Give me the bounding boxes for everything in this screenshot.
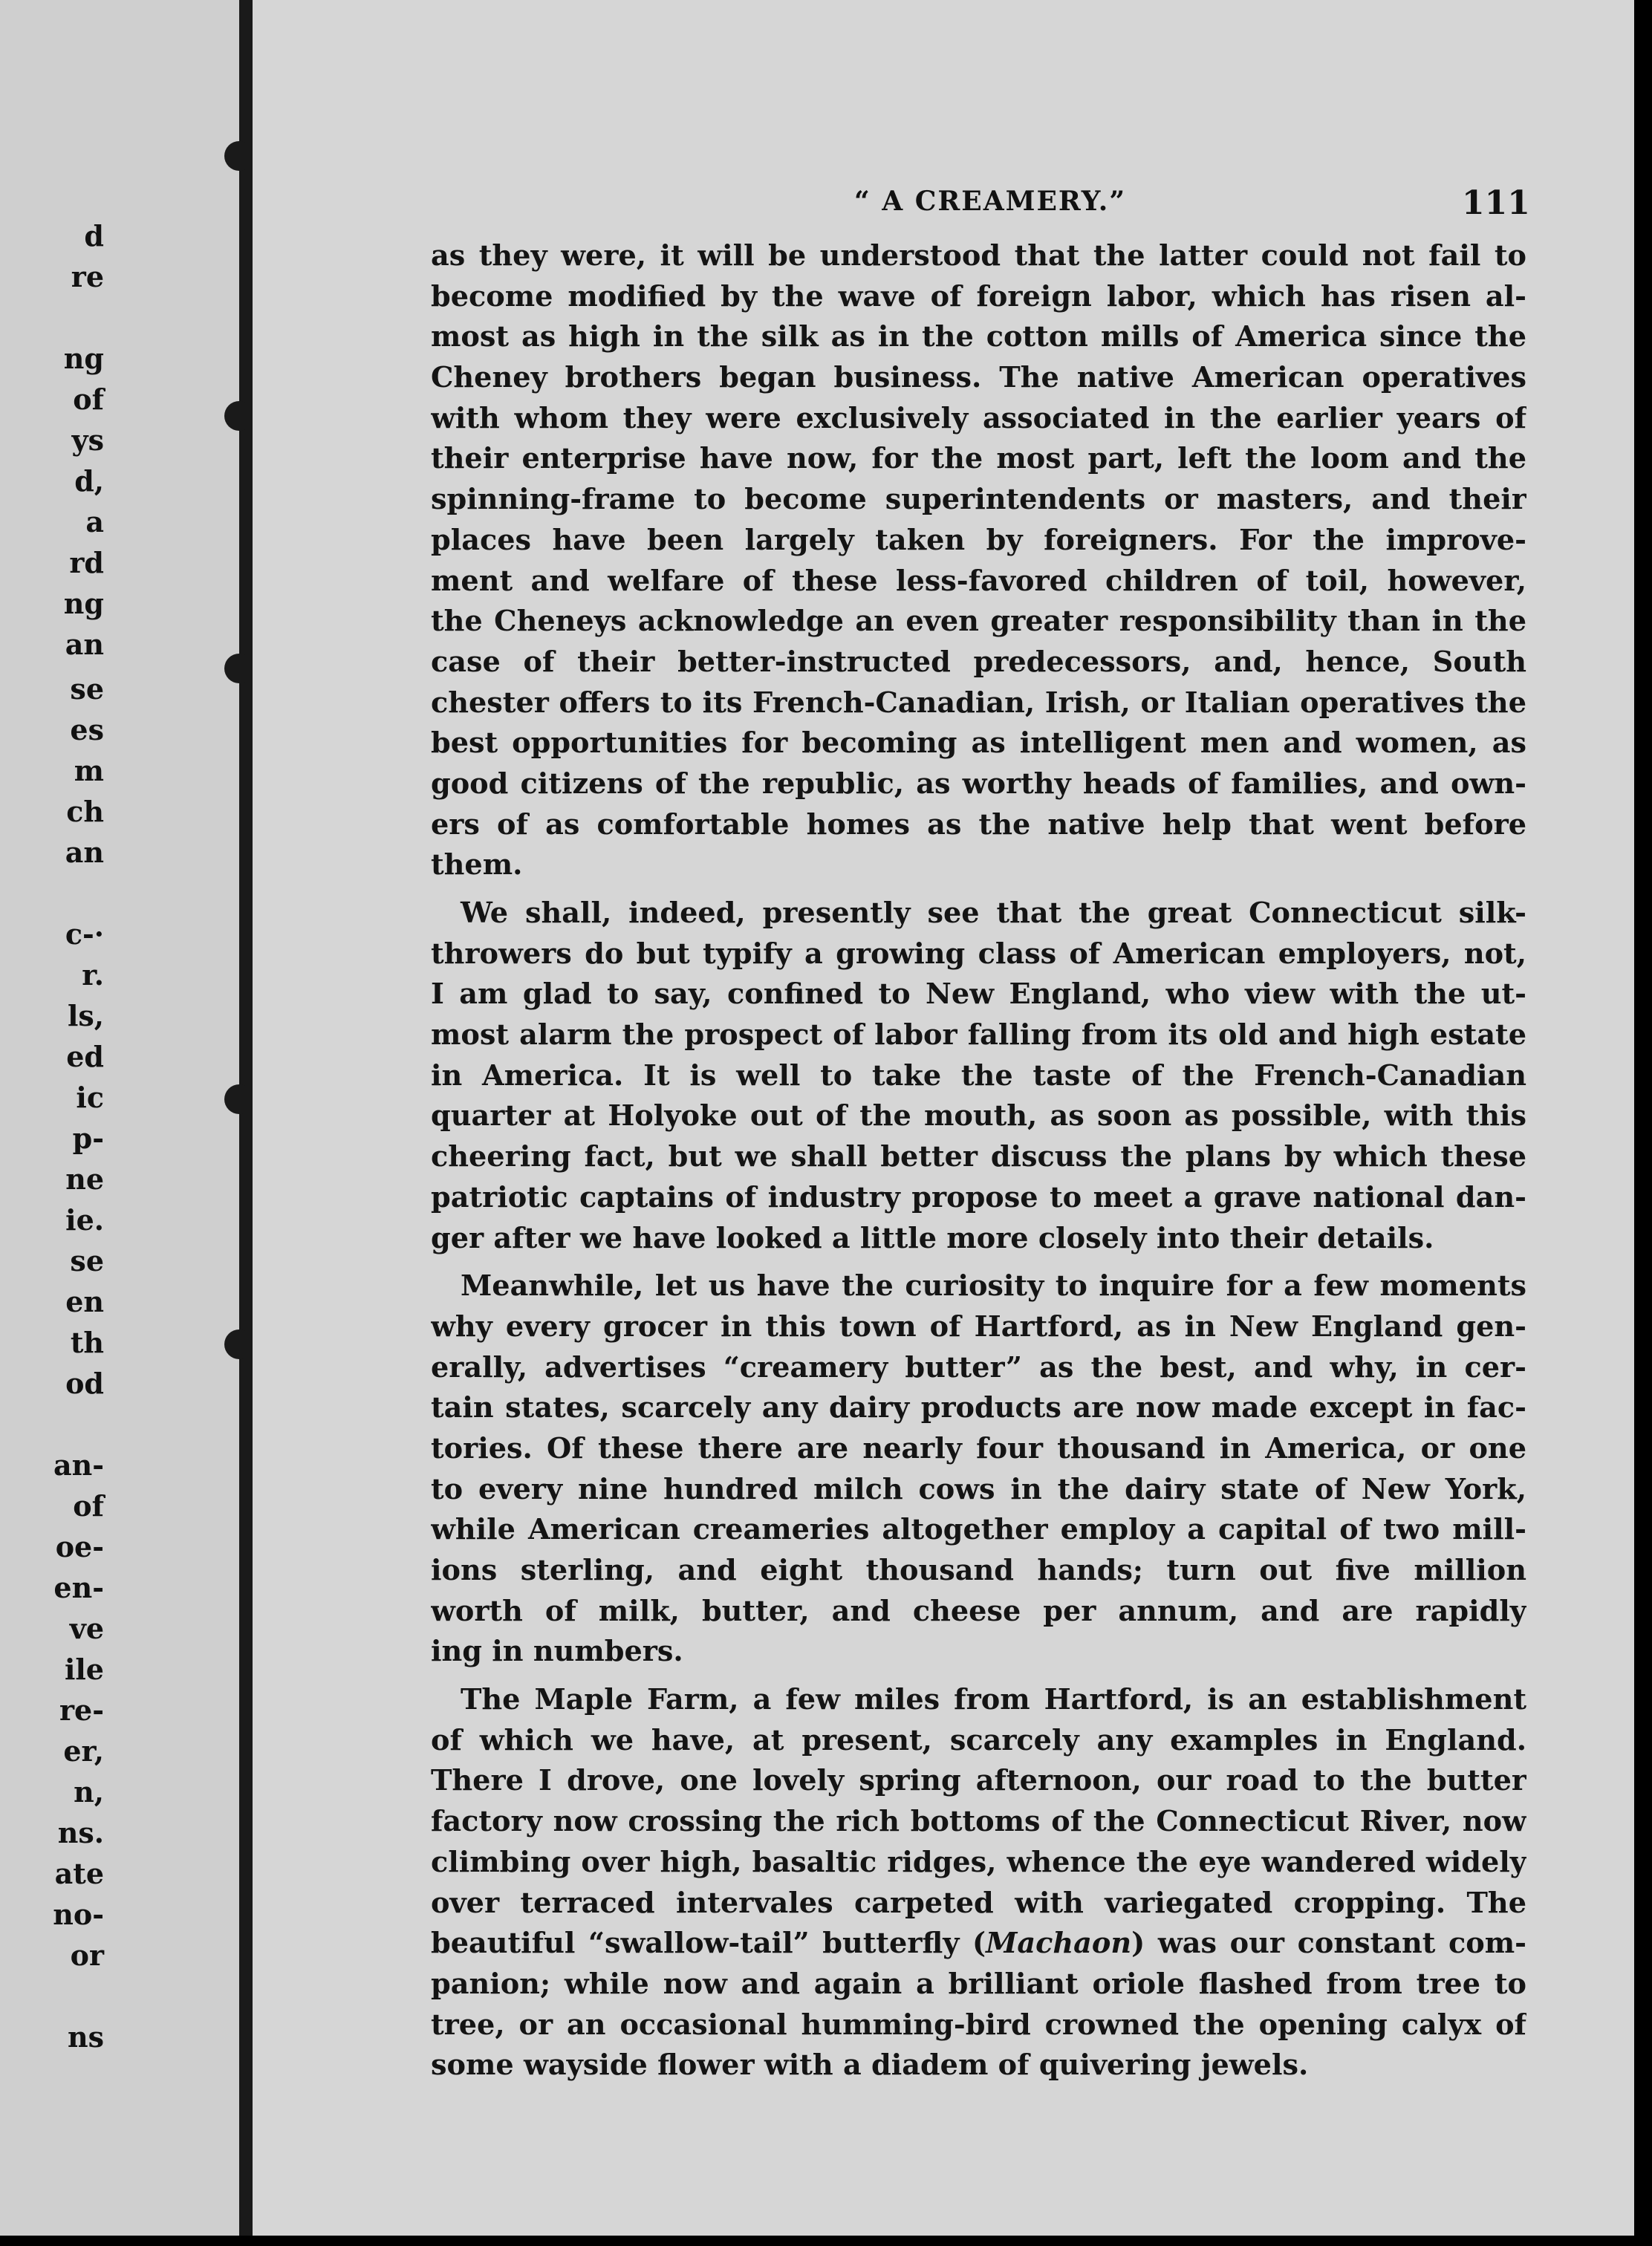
left-page-fragment: of: [73, 1489, 104, 1523]
text-line: ment and welfare of these less-favored children of toil, however,: [431, 564, 1526, 598]
text-line: ions sterling, and eight thousand hands; turn out five million: [431, 1554, 1526, 1588]
gutter-notch: [224, 401, 254, 431]
left-page-fragment: se: [70, 1244, 104, 1277]
page-number: 111: [1462, 184, 1530, 222]
gutter-notch: [224, 1329, 254, 1359]
text-line: in America. It is well to take the taste of the French-Canadian: [431, 1058, 1526, 1093]
body-text: [431, 236, 1526, 2086]
left-page-fragment: an: [65, 628, 104, 661]
text-line: erally, advertises “creamery butter” as the best, and why, in cer-: [431, 1350, 1526, 1384]
left-page-fragment: rd: [69, 546, 104, 579]
left-page-fragment: ve: [69, 1612, 104, 1645]
text-line: tories. Of these there are nearly four thousand in America, or one: [431, 1431, 1526, 1465]
text-line: throwers do but typify a growing class of American employers, not,: [431, 937, 1526, 971]
text-line: beautiful “swallow-tail” butterfly (Machaon) was our constant com-: [431, 1927, 1526, 1961]
left-page-fragment: th: [70, 1326, 104, 1359]
text-line: chester offers to its French-Canadian, Irish, or Italian operatives the: [431, 686, 1526, 720]
text-line: as they were, it will be understood that the latter could not fail to: [431, 239, 1526, 273]
text-line: while American creameries altogether employ a capital of two mill-: [431, 1513, 1526, 1547]
text-line: most as high in the silk as in the cotton mills of America since the: [431, 320, 1526, 354]
left-page-fragment: en-: [53, 1571, 104, 1604]
left-page-fragment: ls,: [67, 999, 104, 1032]
left-page-fragment: an-: [53, 1448, 104, 1482]
left-page-fragment: ic: [76, 1081, 104, 1114]
left-page-fragment: ns.: [57, 1816, 104, 1849]
left-page-fragment: p-: [72, 1122, 104, 1155]
text-line: the Cheneys acknowledge an even greater responsibility than in the: [431, 605, 1526, 639]
left-page-fragment: ng: [63, 342, 104, 375]
left-page-fragment: an: [65, 836, 104, 869]
left-page-fragment: en: [65, 1285, 104, 1318]
text-line: tree, or an occasional humming-bird crowned the opening calyx of: [431, 2008, 1526, 2042]
text-line: good citizens of the republic, as worthy heads of families, and own-: [431, 766, 1526, 801]
text-line: quarter at Holyoke out of the mouth, as soon as possible, with this: [431, 1099, 1526, 1133]
scan-border-bottom: [0, 2236, 1652, 2246]
text-line: to every nine hundred milch cows in the dairy state of New York,: [431, 1472, 1526, 1506]
gutter-notch: [224, 654, 254, 683]
book-gutter: [239, 0, 253, 2236]
gutter-notch: [224, 1084, 254, 1114]
text-line: ing in numbers.: [431, 1635, 683, 1669]
left-page-edge: [0, 0, 245, 2236]
text-line: cheering fact, but we shall better discuss the plans by which these: [431, 1140, 1526, 1174]
left-page-fragment: n,: [74, 1775, 104, 1809]
text-line: Meanwhile, let us have the curiosity to inquire for a few moments: [461, 1269, 1526, 1303]
left-page-fragment: ys: [71, 423, 104, 457]
text-line: spinning-frame to become superintendents or masters, and their: [431, 483, 1526, 517]
left-page-fragment: es: [70, 713, 104, 746]
left-page-fragment: c-·: [65, 917, 104, 951]
left-page-fragment: ie.: [65, 1203, 104, 1237]
text-line: places have been largely taken by foreigners. For the improve-: [431, 523, 1526, 557]
text-line: most alarm the prospect of labor falling from its old and high estate: [431, 1018, 1526, 1052]
left-page-fragment: ne: [65, 1162, 104, 1196]
text-line: The Maple Farm, a few miles from Hartford, is an establishment: [461, 1683, 1526, 1717]
text-line: panion; while now and again a brilliant oriole flashed from tree to: [431, 1967, 1526, 2001]
left-page-fragment: od: [65, 1367, 104, 1400]
text-line: patriotic captains of industry propose to meet a grave national dan-: [431, 1180, 1526, 1214]
text-line: case of their better-instructed predecessors, and, hence, South: [431, 645, 1526, 679]
text-line: tain states, scarcely any dairy products are now made except in fac-: [431, 1391, 1526, 1425]
text-line: with whom they were exclusively associated in the earlier years of: [431, 401, 1526, 435]
left-page-fragment: er,: [63, 1734, 104, 1768]
gutter-notch: [224, 141, 254, 171]
text-line: them.: [431, 848, 523, 882]
scan-border-right: [1634, 0, 1652, 2246]
left-page-fragment: ed: [66, 1040, 104, 1073]
left-page-fragment: a: [85, 505, 104, 538]
text-line: why every grocer in this town of Hartford, as in New England gen-: [431, 1309, 1526, 1344]
text-line: We shall, indeed, presently see that the great Connecticut silk-: [461, 896, 1526, 931]
left-page-fragment: ch: [66, 795, 104, 828]
left-page-fragment: ate: [54, 1857, 104, 1890]
left-page-fragment: ng: [63, 587, 104, 620]
text-line: over terraced intervales carpeted with variegated cropping. The: [431, 1886, 1526, 1920]
text-line: climbing over high, basaltic ridges, whence the eye wandered widely: [431, 1845, 1526, 1879]
left-page-fragment: or: [70, 1939, 104, 1972]
text-line: their enterprise have now, for the most part, left the loom and the: [431, 442, 1526, 476]
left-page-fragment: r.: [82, 958, 104, 992]
text-line: ers of as comfortable homes as the native help that went before: [431, 807, 1526, 842]
text-line: There I drove, one lovely spring afternoon, our road to the butter: [431, 1764, 1526, 1798]
left-page-fragment: d,: [74, 464, 104, 498]
running-head: “ A CREAMERY.”: [854, 186, 1127, 217]
left-page-fragment: ile: [64, 1653, 104, 1686]
text-line: ger after we have looked a little more closely into their details.: [431, 1221, 1434, 1255]
left-page-fragment: of: [73, 383, 104, 416]
left-page-fragment: ns: [67, 2020, 104, 2054]
text-line: of which we have, at present, scarcely any examples in England.: [431, 1723, 1526, 1757]
left-page-fragment: re-: [59, 1693, 104, 1727]
left-page-fragment: se: [70, 672, 104, 706]
left-page-fragment: oe-: [55, 1530, 104, 1563]
text-line: best opportunities for becoming as intelligent men and women, as: [431, 726, 1526, 761]
text-line: Cheney brothers began business. The native American operatives: [431, 361, 1526, 395]
text-line: worth of milk, butter, and cheese per annum, and are rapidly: [431, 1594, 1526, 1628]
left-page-fragment: re: [71, 260, 104, 293]
text-line: factory now crossing the rich bottoms of the Connecticut River, now: [431, 1805, 1526, 1839]
left-page-fragment: no-: [53, 1898, 104, 1931]
left-page-fragment: d: [84, 219, 104, 253]
text-line: become modified by the wave of foreign labor, which has risen al-: [431, 279, 1526, 313]
left-page-fragment: m: [74, 754, 104, 787]
text-line: some wayside flower with a diadem of quivering jewels.: [431, 2048, 1309, 2083]
text-line: I am glad to say, confined to New England, who view with the ut-: [431, 977, 1526, 1012]
